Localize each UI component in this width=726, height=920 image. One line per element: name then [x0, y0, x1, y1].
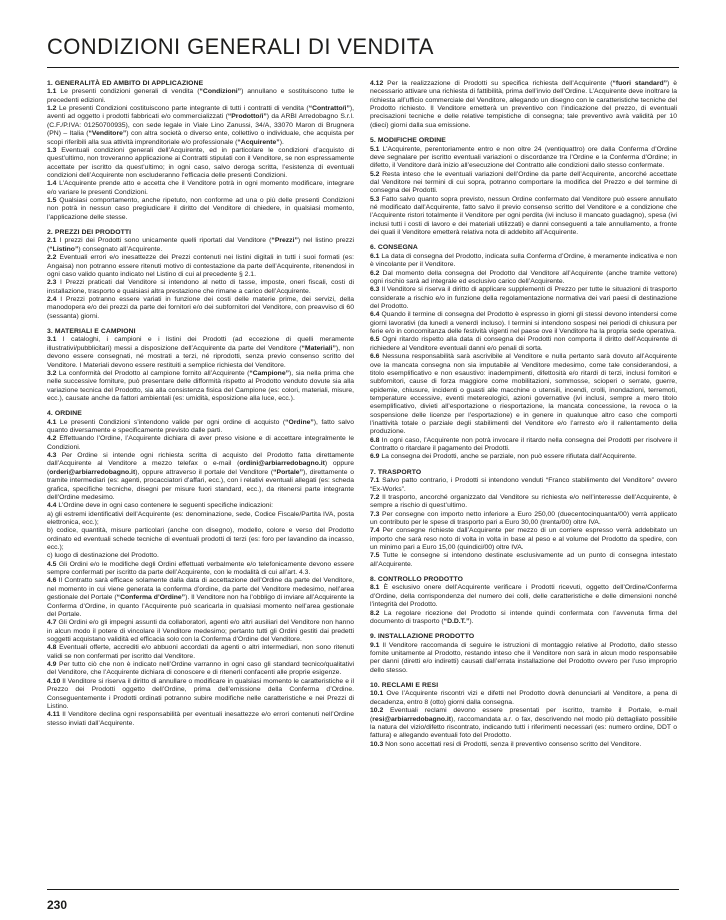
paragraph: 4.3 Per Ordine si intende ogni richiesta scritta di acquisto del Prodotto fatta direttamente dall’Acquirente al Venditore a mezzo telefax o e-mail (ordini@arbiarredobagno.it) oppure (orderi@arbiarredobagno.it), oppure attraverso il portale del Venditore (“Portale”), direttamente o tramite intermediari (es: agenti, procacciatori d’affari, ecc.), con i relativi eventuali allegati (es: scheda grafica, specifiche tecniche, disegni per misure fuori standard, ecc.), da ritenersi parte integrante dell’Ordine medesimo.	[47, 452, 354, 501]
paragraph: 5.2 Resta inteso che le eventuali variazioni dell’Ordine da parte dell’Acquirente, ancorché accettate dal Venditore nei termini di cui sopra, potranno comportare la modifica del Prezzo e del termine di consegna dei Prodotti.	[370, 170, 677, 195]
paragraph: 6.5 Ogni ritardo rispetto alla data di consegna dei Prodotti non comporta il diritto dell’Acquirente di richiedere al Venditore eventuali danni e/o penali di sorta.	[370, 336, 677, 352]
paragraph: 6.4 Quando il termine di consegna del Prodotto è espresso in giorni gli stessi devono intendersi come giorni lavorativi (da lunedì a venerdì incluso). I termini si intendono sospesi nei periodi di chiusura per ferie e/o in concomitanza delle festività vigenti nel paese ove il Venditore ha la propria sede operativa.	[370, 311, 677, 336]
footer-divider	[47, 889, 679, 890]
section-heading: 10. RECLAMI E RESI	[370, 682, 439, 690]
paragraph: 6.2 Dal momento della consegna del Prodotto dal Venditore all’Acquirente (anche tramite vettore) ogni rischio sarà ad integrale ed esclusivo carico dell’Acquirente.	[370, 269, 677, 285]
section-heading: 3. MATERIALI E CAMPIONI	[47, 328, 136, 336]
paragraph: 4.6 Il Contratto sarà efficace solamente dalla data di accettazione dell’Ordine da parte del Venditore, nel momento in cui viene generata la conferma d’ordine, da parte del Venditore medesimo, nell’area gestionale del Portale (“Conferma d’Ordine”). Il Venditore non ha l’obbligo di inviare all’Acquirente la Conferma d’Ordine, in quanto l’Acquirente può scaricarla in qualsiasi momento nell’area gestionale del Portale.	[47, 577, 355, 618]
section-heading: 6. CONSEGNA	[370, 244, 418, 252]
section-heading: 4. ORDINE	[47, 410, 82, 418]
title-divider	[47, 67, 679, 68]
paragraph: 6.3 Il Venditore si riserva il diritto di applicare supplementi di Prezzo per tutte le situazioni di trasporto considerate a rischio e/o in funzione della regolamentazione normativa dei vari paesi di destinazione del Prodotto.	[370, 286, 677, 310]
paragraph: 9.1 Il Venditore raccomanda di seguire le istruzioni di montaggio relative al Prodotto, dallo stesso fornite unitamente al Prodotto, restando inteso che il Venditore non sarà in alcun modo responsabile per danni (diretti e/o indiretti) causati dall’errata installazione del Prodotto ovvero per l’uso improprio dello stesso.	[370, 641, 677, 674]
paragraph: 2.2 Eventuali errori e/o inesattezze dei Prezzi contenuti nei listini digitali in tutti i suoi formati (es: Angaisa) non potranno essere ritenuti motivo di contestazione da parte dell’Acquirente, ritenendosi in ogni caso valido quanto indicato nel Listino di cui al precedente § 2.1.	[47, 254, 354, 278]
section-heading: 2. PREZZI DEI PRODOTTI	[47, 229, 132, 237]
paragraph: 4.2 Effettuando l’Ordine, l’Acquirente dichiara di aver preso visione e di accettare integralmente le Condizioni.	[47, 435, 354, 451]
paragraph: 4.4 L’Ordine deve in ogni caso contenere le seguenti specifiche indicazioni:	[47, 502, 273, 510]
paragraph: 8.1 È esclusivo onere dell’Acquirente verificare i Prodotti ricevuti, oggetto dell’Ordine/Conferma d’Ordine, della corrispondenza del numero dei colli, delle caratteristiche e delle dimensioni nonché l’integrità del Prodotto.	[370, 584, 677, 609]
paragraph: 1.3 Eventuali condizioni generali dell’Acquirente, ed in particolare le condizioni d’acquisto di quest’ultimo, non troveranno applicazione ai Contratti stipulati con il Venditore, se non espressamente accettate per iscritto da quest’ultimo; in ogni caso, salvo deroga scritta, l’esistenza di eventuali condizioni dell’Acquirente non escluderanno l’efficacia delle presenti Condizioni.	[47, 146, 354, 179]
paragraph: 2.4 I Prezzi potranno essere variati in funzione dei costi delle materie prime, dei servizi, della manodopera e/o dei prezzi da parte dei fornitori e/o dei subfornitori del Venditore, con preavviso di 60 (sessanta) giorni.	[47, 295, 354, 320]
paragraph: 2.1 I prezzi dei Prodotti sono unicamente quelli riportati dal Venditore (“Prezzi”) nel listino prezzi (“Listino”) consegnato all’Acquirente.	[47, 237, 354, 253]
paragraph: 6.6 Nessuna responsabilità sarà ascrivibile al Venditore e nulla pertanto sarà dovuto all’Acquirente ove la mancata consegna non sia imputabile al Venditore medesimo, come tale considerandosi, a titolo esemplificativo e non esaustivo: inadempimenti, difettosità e/o ritardi di terzi, inclusi fornitori e subfornitori, cause di forza maggiore come mobilitazioni, sommosse, scioperi o serrate, guerre, epidemie, chiusure, incidenti o guasti alle macchine o utensili, incendi, crolli, inondazioni, terremoti, temperature eccessive, eventi metereologici, azioni governative (ivi inclusi, sempre a mero titolo esemplificativo, divieti all’esportazione o riesportazione, la mancata concessione, la revoca o la sospensione delle licenze per l’esportazione) e in genere in qualunque altro caso che comporti l’inattività totale o parziale degli stabilimenti del Venditore e/o l’arresto e/o il rallentamento della produzione.	[370, 353, 677, 436]
paragraph: 7.2 Il trasporto, ancorché organizzato dal Venditore su richiesta e/o nell’interesse dell’Acquirente, è sempre a rischio di quest’ultimo.	[370, 493, 677, 510]
section-heading: 1. GENERALITÀ ED AMBITO DI APPLICAZIONE	[47, 80, 204, 87]
column-right	[370, 80, 677, 749]
paragraph: 6.1 La data di consegna del Prodotto, indicata sulla Conferma d’Ordine, è meramente indicativa e non è vincolante per il Venditore.	[370, 252, 677, 269]
paragraph: 1.1 Le presenti condizioni generali di vendita (“Condizioni”) annullano e sostituiscono tutte le precedenti edizioni.	[47, 88, 354, 104]
paragraph: c) luogo di destinazione del Prodotto.	[47, 552, 159, 560]
paragraph: 6.8 In ogni caso, l’Acquirente non potrà invocare il ritardo nella consegna dei Prodotti per risolvere il Contratto o ritardare il pagamento dei Prodotti.	[370, 436, 677, 453]
paragraph: 4.10 Il Venditore si riserva il diritto di annullare o modificare in qualsiasi momento le caratteristiche e il Prezzo dei Prodotti oggetto dell’Ordine, prima dell’emissione della Conferma d’Ordine. Conseguentemente i Prodotti ordinati potranno subire modifiche nelle caratteristiche e nei Prezzi di Listino.	[47, 677, 354, 710]
paragraph: 7.5 Tutte le consegne si intendono destinate esclusivamente ad un punto di consegna intestato all’Acquirente.	[370, 552, 677, 568]
paragraph: 6.9 La consegna dei Prodotti, anche se parziale, non può essere rifiutata dall’Acquirente.	[370, 453, 637, 461]
paragraph: 7.3 Per consegne con importo netto inferiore a Euro 250,00 (duecentocinquanta/00) verrà applicato un contributo per le spese di trasporto pari a Euro 30,00 (trenta/00) oltre IVA.	[370, 510, 677, 526]
paragraph: 4.7 Gli Ordini e/o gli impegni assunti da collaboratori, agenti e/o altri ausiliari del Venditore non hanno in alcun modo il potere di vincolare il Venditore medesimo; pertanto tutti gli Ordini gestiti dai predetti soggetti acquistano validità ed efficacia solo con la Conferma d’Ordine del Venditore.	[47, 619, 354, 643]
paragraph: 3.2 La conformità del Prodotto al campione fornito all’Acquirente (“Campione”), sia nella prima che nelle successive forniture, può presentare delle difformità rispetto al Prodotto venduto dovute sia alla variazione tecnica del Prodotto, sia alla consistenza fisica del Campione (es: colori, materiali, misure, ecc.), causate anche da fattori ambientali (es: umidità, esposizione alla luce, ecc.).	[47, 369, 354, 402]
paragraph: 4.5 Gli Ordini e/o le modifiche degli Ordini effettuati verbalmente e/o telefonicamente devono essere sempre confermati per iscritto da parte dell’Acquirente, con le modalità di cui all’art. 4.3.	[47, 560, 354, 577]
paragraph: 4.9 Per tutto ciò che non è indicato nell’Ordine varranno in ogni caso gli standard tecnico/qualitativi del Venditore, che l’Acquirente dichiara di conoscere e di ritenerli confacenti alle proprie esigenze.	[47, 661, 354, 677]
paragraph: 1.4 L’Acquirente prende atto e accetta che il Venditore potrà in ogni momento modificare, integrare e/o variare le presenti Condizioni.	[47, 180, 354, 196]
paragraph: 3.1 I cataloghi, i campioni e i listini dei Prodotti (ad eccezione di quelli meramente illustrativi/pubblicitari) messi a disposizione dell’Acquirente da parte del Venditore (“Materiali”), non devono essere consegnati, né mostrati a terzi, né riprodotti, senza previo consenso scritto del Venditore. I Materiali devono essere restituiti a semplice richiesta del Venditore.	[47, 336, 354, 369]
paragraph: 8.2 La regolare ricezione del Prodotto si intende quindi confermata con l’avvenuta firma del documento di trasporto (“D.D.T.”).	[370, 609, 677, 625]
section-heading: 8. CONTROLLO PRODOTTO	[370, 576, 463, 584]
paragraph: 4.8 Eventuali offerte, accrediti e/o abbuoni accordati da agenti o altri intermediari, non sono ritenuti validi se non confermati per iscritto dal Venditore.	[47, 644, 354, 660]
document-body	[47, 80, 679, 749]
paragraph: 1.5 Qualsiasi comportamento, anche ripetuto, non conforme ad una o più delle presenti Condizioni non potrà in nessun caso pregiudicare il diritto del Venditore di chiedere, in qualsiasi momento, l’applicazione delle stesse.	[47, 197, 354, 221]
paragraph: 10.1 Ove l’Acquirente riscontri vizi e difetti nel Prodotto dovrà denunciarli al Venditore, a pena di decadenza, entro 8 (otto) giorni dalla consegna.	[370, 690, 677, 706]
section-heading: 7. TRASPORTO	[370, 468, 422, 476]
page-number: 230	[47, 898, 68, 912]
paragraph: 7.1 Salvo patto contrario, i Prodotti si intendono venduti “Franco stabilimento del Venditore” ovvero “Ex-Works”.	[370, 477, 677, 493]
paragraph: 1.2 Le presenti Condizioni costituiscono parte integrante di tutti i contratti di vendita (“Contratto/i”), aventi ad oggetto i prodotti fabbricati e/o commercializzati (“Prodotto/i”) da ARBI Arredobagno S.r.l. (C.F./P.IVA: 01250700935), con sede legale in Viale Lino Zanussi, 34/A, 33070 Maron di Brugnera (PN) – Italia (“Venditore”) con altra società o diverso ente, collettivo o individuale, che acquista per scopi riferibili alla sua attività imprenditoriale e/o professionale (“Acquirente”).	[47, 105, 354, 146]
paragraph: 2.3 I Prezzi praticati dal Venditore si intendono al netto di tasse, imposte, oneri fiscali, costi di installazione, trasporto e qualsiasi altra prestazione che rimane a carico dell’Acquirente.	[47, 279, 354, 295]
paragraph: 4.12 Per la realizzazione di Prodotti su specifica richiesta dell’Acquirente (“fuori standard”) è necessario attivare una richiesta di fattibilità, prima dell’invio dell’Ordine. L’Acquirente deve inoltrare la richiesta all’ufficio commerciale del Venditore, allegando un disegno con le caratteristiche tecniche del Prodotto richiesto. Il Venditore emetterà un preventivo con l’indicazione del prezzo, di eventuali precisazioni tecniche e delle relative tempistiche di consegna; tale preventivo avrà validità per 10 (dieci) giorni dalla sua emissione.	[370, 80, 677, 129]
paragraph: b) codice, quantità, misure particolari (anche con disegno), modello, colore e verso del Prodotto ordinato ed eventuali schede tecniche di eventuali prodotti di terzi (es: foro per lavandino da incasso, ecc.);	[47, 527, 354, 552]
section-heading: 5. MODIFICHE ORDINE	[370, 137, 446, 145]
paragraph: a) gli estremi identificativi dell’Acquirente (es: denominazione, sede, Codice Fiscale/Partita IVA, posta elettronica, ecc.);	[47, 510, 354, 526]
paragraph: 5.1 L’Acquirente, perentoriamente entro e non oltre 24 (ventiquattro) ore dalla Conferma d’Ordine deve segnalare per iscritto eventuali variazioni o discordanze tra l’Ordine e la Conferma d’Ordine; in difetto, il Venditore darà inizio all’esecuzione del Contratto alle condizioni dallo stesso confermate.	[370, 145, 677, 170]
paragraph: 4.11 Il Venditore declina ogni responsabilità per eventuali inesattezze e/o errori contenuti nell’Ordine stesso inviati dall’Acquirente.	[47, 711, 354, 727]
paragraph: 7.4 Per consegne richieste dall’Acquirente per mezzo di un corriere espresso verrà addebitato un importo che sarà reso noto di volta in volta in base al peso e al volume del Prodotto da spedire, con un minimo pari a Euro 15,00 (quindici/00) oltre IVA.	[370, 527, 677, 552]
paragraph: 10.2 Eventuali reclami devono essere presentati per iscritto, tramite il Portale, e-mail (resi@arbiarredobagno.it), raccomandata a.r. o fax, descrivendo nel modo più dettagliato possibile la natura del vizio/difetto riscontrato, indicando tutti i riferimenti necessari (es: numero ordine, DDT o fattura) e allegando eventuali foto del Prodotto.	[370, 707, 677, 740]
paragraph: 10.3 Non sono accettati resi di Prodotti, senza il preventivo consenso scritto del Venditore.	[370, 740, 642, 748]
section-heading: 9. INSTALLAZIONE PRODOTTO	[370, 633, 475, 641]
paragraph: 5.3 Fatto salvo quanto sopra previsto, nessun Ordine confermato dal Venditore può essere annullato né modificato dall’Acquirente, fatto salvo il previo consenso scritto del Venditore e a condizione che l’Acquirente ristori totalmente il Venditore per ogni perdita (ivi incluso il mancato guadagno), spesa (ivi inclusi tutti i costi di lavoro e dei materiali utilizzati) e danni conseguenti a tale annullamento, a fronte dei quali il Venditore emetterà relativa nota di addebito all’Acquirente.	[370, 195, 677, 237]
column-left	[47, 80, 354, 728]
paragraph: 4.1 Le presenti Condizioni s’intendono valide per ogni ordine di acquisto (“Ordine”), fatto salvo quanto diversamente e specificamente previsto dalle parti.	[47, 418, 354, 435]
page-title: CONDIZIONI GENERALI DI VENDITA	[47, 34, 434, 59]
